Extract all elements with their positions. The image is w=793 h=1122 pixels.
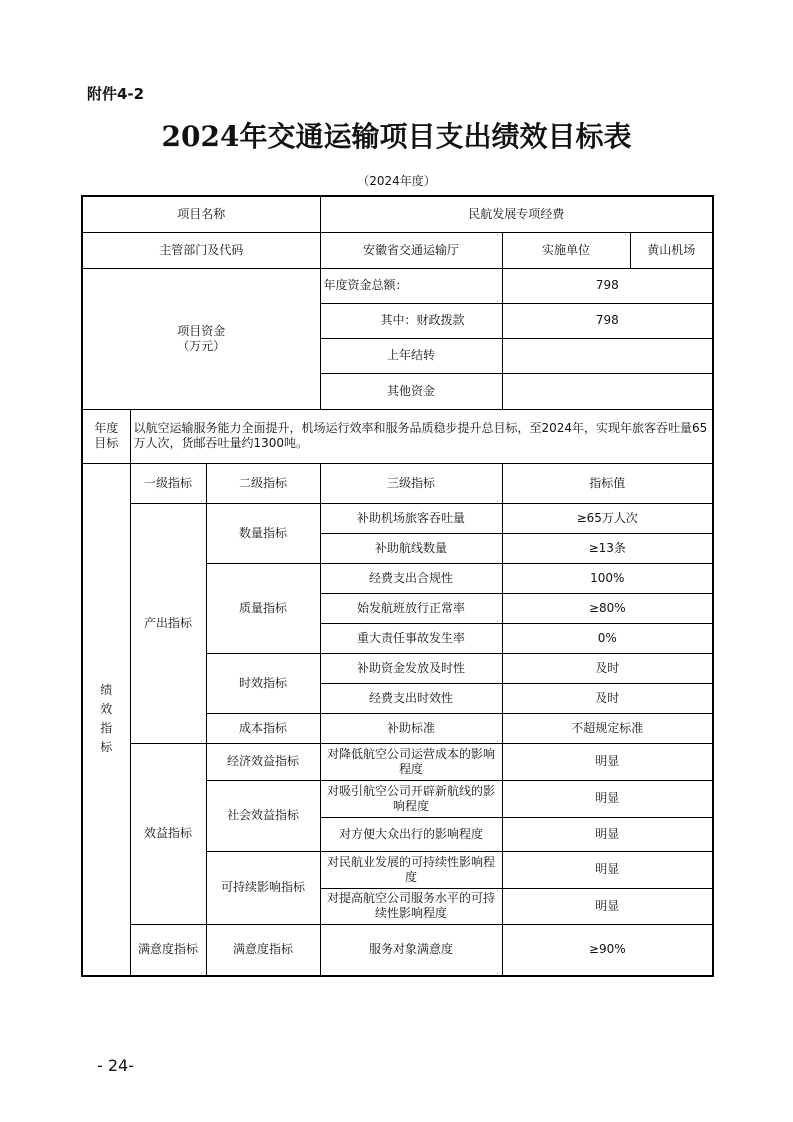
implementing-unit-value: 黄山机场 — [630, 232, 713, 268]
quality-indicators-label: 质量指标 — [206, 563, 320, 653]
satisfaction-sub-label: 满意度指标 — [206, 924, 320, 976]
economic-indicators-label: 经济效益指标 — [206, 743, 320, 780]
document-title: 2024年交通运输项目支出绩效目标表 — [161, 120, 632, 153]
fiscal-year: （2024年度） — [357, 174, 436, 188]
attachment-label: 附件4-2 — [87, 85, 145, 103]
annual-target-label-line1: 年度 — [94, 421, 119, 435]
indicator-name: 对吸引航空公司开辟新航线的影响程度 — [320, 780, 502, 817]
indicator-value: ≥13条 — [502, 533, 713, 563]
indicator-value: 明显 — [502, 851, 713, 888]
indicator-name: 对民航业发展的可持续性影响程度 — [320, 851, 502, 888]
funds-other-value — [502, 373, 713, 409]
indicator-name: 补助航线数量 — [320, 533, 502, 563]
indicator-row — [82, 743, 713, 780]
funds-total-label: 年度资金总额： — [320, 268, 502, 303]
satisfaction-indicators-label: 满意度指标 — [130, 924, 206, 976]
annual-target-label-line2: 目标 — [94, 436, 119, 450]
page-number: - 24- — [97, 1056, 134, 1075]
funds-total-value: 798 — [502, 268, 713, 303]
department-row — [82, 232, 713, 268]
indicator-value: ≥90% — [502, 924, 713, 976]
funds-label-text: 项目资金 — [177, 323, 226, 338]
cost-indicators-label: 成本指标 — [206, 713, 320, 743]
social-indicators-label: 社会效益指标 — [206, 780, 320, 851]
header-level1: 一级指标 — [130, 463, 206, 503]
performance-indicators-label: 绩 效 指 标 — [82, 463, 130, 976]
department-label: 主管部门及代码 — [82, 232, 320, 268]
indicator-value: 不超规定标准 — [502, 713, 713, 743]
funds-fiscal-value: 798 — [502, 303, 713, 338]
indicator-name: 重大责任事故发生率 — [320, 623, 502, 653]
indicator-value: 明显 — [502, 780, 713, 817]
timeliness-indicators-label: 时效指标 — [206, 653, 320, 713]
indicator-value: 明显 — [502, 743, 713, 780]
indicator-header-row — [82, 463, 713, 503]
indicator-value: 100% — [502, 563, 713, 593]
indicator-name: 对提高航空公司服务水平的可持续性影响程度 — [320, 888, 502, 924]
department-value: 安徽省交通运输厅 — [320, 232, 502, 268]
header-level3: 三级指标 — [320, 463, 502, 503]
header-level2: 二级指标 — [206, 463, 320, 503]
indicator-name: 对方便大众出行的影响程度 — [320, 817, 502, 851]
funds-other-label: 其他资金 — [320, 373, 502, 409]
indicator-name: 补助机场旅客吞吐量 — [320, 503, 502, 533]
indicator-name: 服务对象满意度 — [320, 924, 502, 976]
indicator-row — [82, 924, 713, 976]
indicator-value: 明显 — [502, 817, 713, 851]
funds-carryover-value — [502, 338, 713, 373]
annual-target-label — [82, 409, 130, 463]
indicator-value: 及时 — [502, 653, 713, 683]
indicator-row — [82, 503, 713, 533]
sustainable-indicators-label: 可持续影响指标 — [206, 851, 320, 924]
indicator-value: 明显 — [502, 888, 713, 924]
funds-carryover-label: 上年结转 — [320, 338, 502, 373]
indicator-name: 补助标准 — [320, 713, 502, 743]
benefit-indicators-label: 效益指标 — [130, 743, 206, 924]
funds-row — [82, 268, 713, 303]
indicator-value: 及时 — [502, 683, 713, 713]
implementing-unit-label: 实施单位 — [502, 232, 630, 268]
funds-unit: （万元） — [177, 338, 226, 353]
annual-target-text: 以航空运输服务能力全面提升，机场运行效率和服务品质稳步提升总目标，至2024年，实现年旅客吞吐量65万人次，货邮吞吐量约1300吨。 — [130, 409, 713, 463]
indicator-value: ≥65万人次 — [502, 503, 713, 533]
output-indicators-label: 产出指标 — [130, 503, 206, 743]
funds-fiscal-label: 其中：财政拨款 — [320, 303, 502, 338]
indicator-name: 始发航班放行正常率 — [320, 593, 502, 623]
indicator-name: 补助资金发放及时性 — [320, 653, 502, 683]
indicator-name: 对降低航空公司运营成本的影响程度 — [320, 743, 502, 780]
project-name-row — [82, 196, 713, 232]
indicator-name: 经费支出合规性 — [320, 563, 502, 593]
project-name-label: 项目名称 — [82, 196, 320, 232]
project-name-value: 民航发展专项经费 — [320, 196, 713, 232]
annual-target-row — [82, 409, 713, 463]
quantity-indicators-label: 数量指标 — [206, 503, 320, 563]
header-value: 指标值 — [502, 463, 713, 503]
indicator-name: 经费支出时效性 — [320, 683, 502, 713]
indicator-value: 0% — [502, 623, 713, 653]
indicator-value: ≥80% — [502, 593, 713, 623]
funds-label — [82, 268, 320, 409]
performance-target-table — [81, 195, 714, 977]
